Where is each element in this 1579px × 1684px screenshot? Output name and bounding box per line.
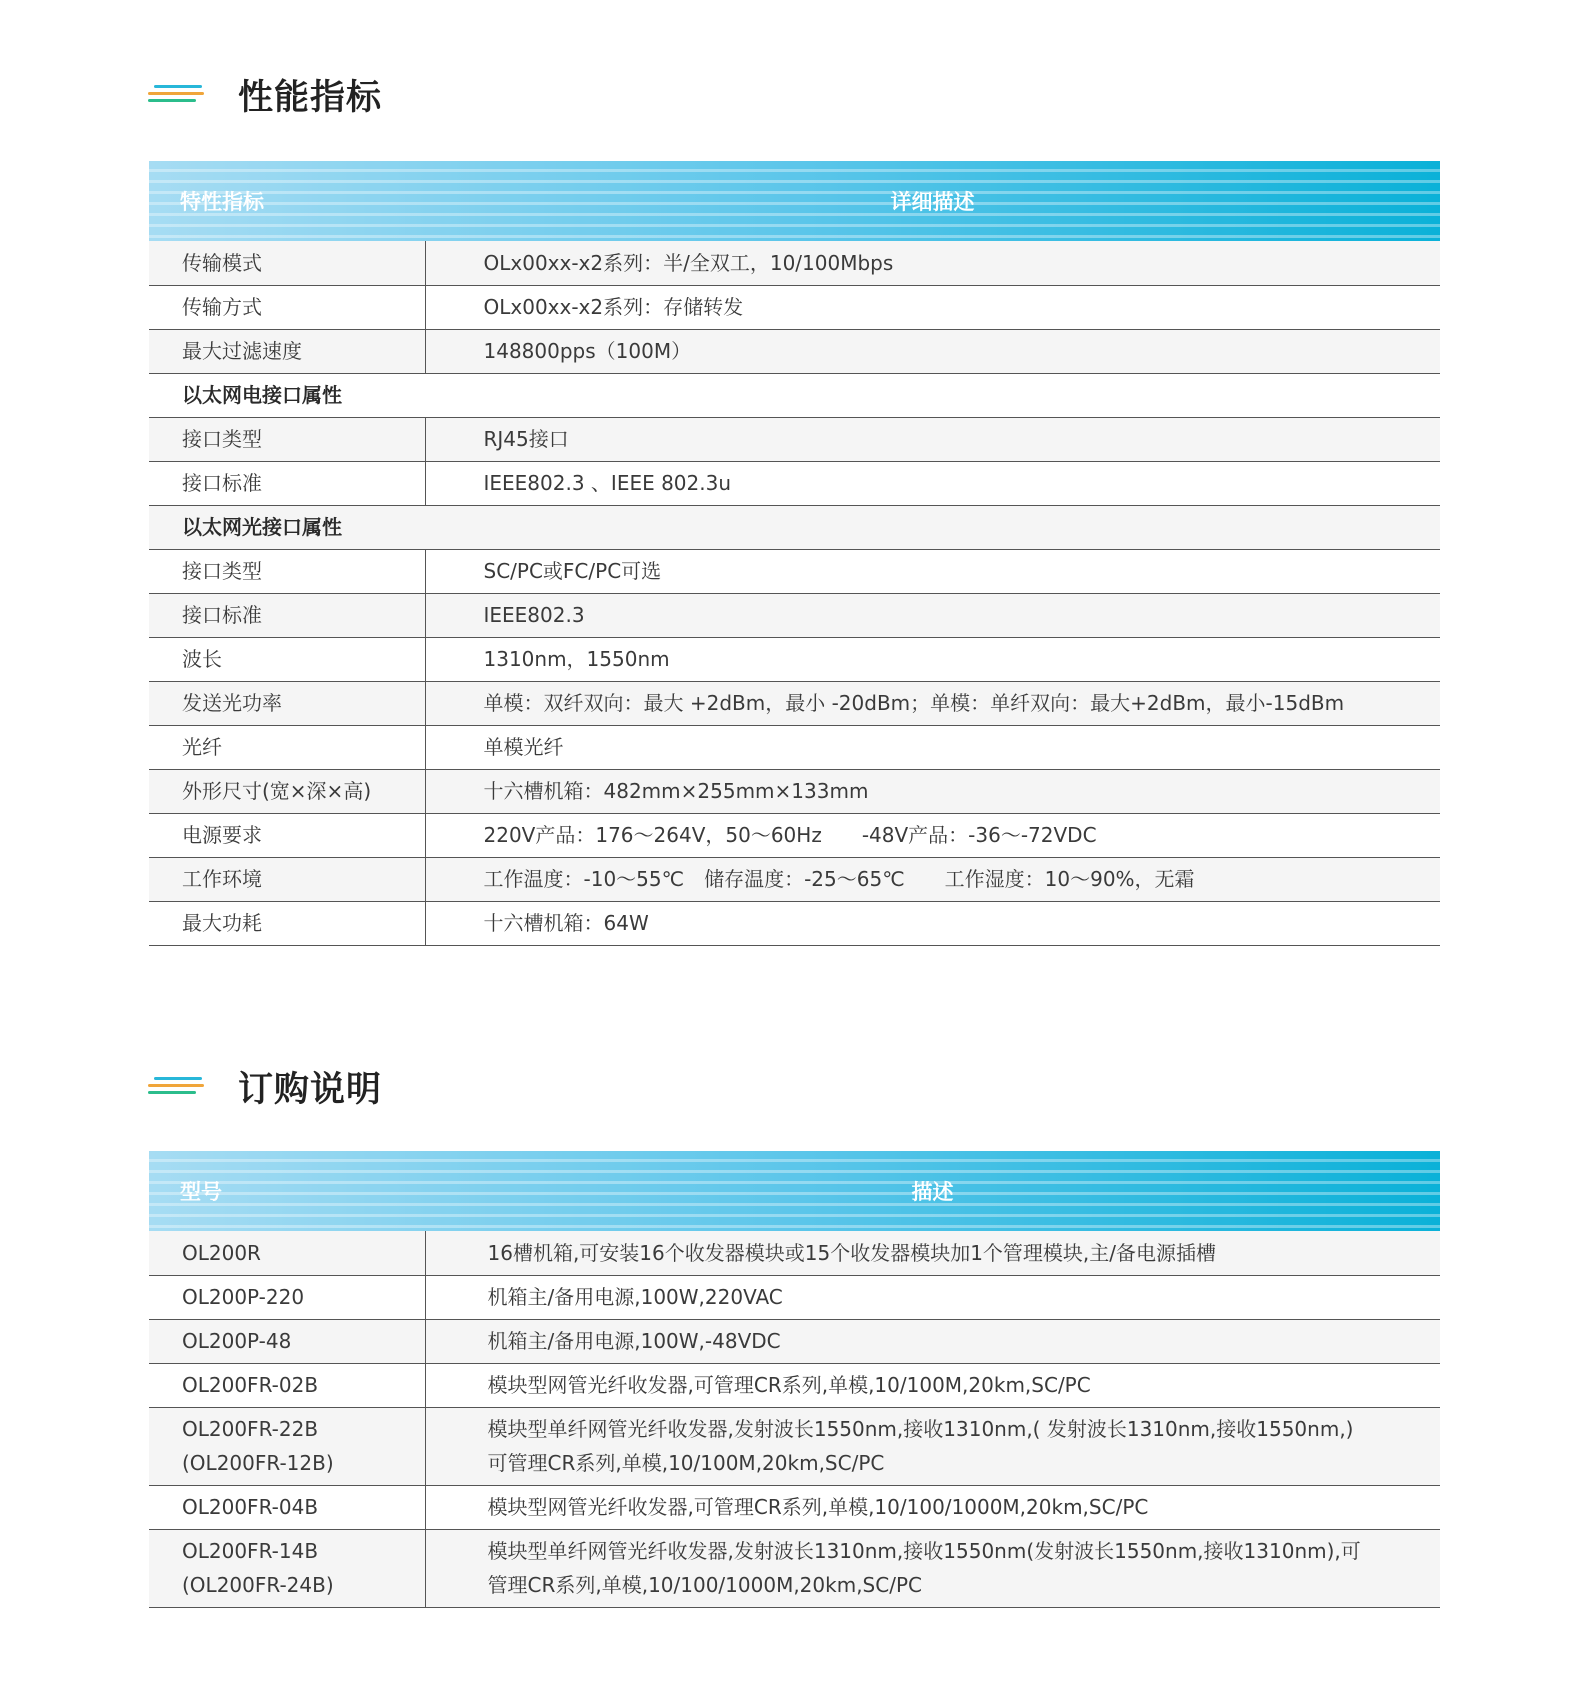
table-row [149, 725, 1440, 769]
row-key: 电源要求 [149, 813, 425, 857]
row-key: 外形尺寸(宽×深×高) [149, 769, 425, 813]
ordering-table [149, 1151, 1440, 1608]
row-value: IEEE802.3 、IEEE 802.3u [425, 461, 1440, 505]
row-key: 最大功耗 [149, 901, 425, 945]
row-key [149, 1407, 425, 1485]
row-value: 十六槽机箱：482mm×255mm×133mm [425, 769, 1440, 813]
table-row [149, 417, 1440, 461]
row-value: 模块型网管光纤收发器,可管理CR系列,单模,10/100M,20km,SC/PC [425, 1363, 1440, 1407]
row-value [425, 1407, 1440, 1485]
row-value-line: 管理CR系列,单模,10/100/1000M,20km,SC/PC [487, 1573, 922, 1597]
row-value: RJ45接口 [425, 417, 1440, 461]
row-key: 发送光功率 [149, 681, 425, 725]
table-row [149, 1407, 1440, 1485]
group-row [149, 505, 1440, 549]
row-key: 波长 [149, 637, 425, 681]
table-row [149, 637, 1440, 681]
table-row [149, 1319, 1440, 1363]
row-key: 工作环境 [149, 857, 425, 901]
row-value: 220V产品：176～264V，50～60Hz -48V产品：-36～-72VDC [425, 813, 1440, 857]
row-key-line: (OL200FR-12B) [182, 1451, 334, 1475]
group-label: 以太网光接口属性 [149, 505, 1440, 549]
row-key: 传输方式 [149, 285, 425, 329]
row-key: 接口标准 [149, 461, 425, 505]
section-lines-icon [148, 82, 208, 108]
row-value [425, 1529, 1440, 1607]
row-value: 单模：双纤双向：最大 +2dBm，最小 -20dBm；单模：单纤双向：最大+2dBm，最小-15dBm [425, 681, 1440, 725]
table-row [149, 1363, 1440, 1407]
table-row [149, 1529, 1440, 1607]
section-header-ordering [148, 1062, 382, 1112]
table-row [149, 329, 1440, 373]
table-header-row [149, 161, 1440, 241]
group-label: 以太网电接口属性 [149, 373, 1440, 417]
row-value: OLx00xx-x2系列：存储转发 [425, 285, 1440, 329]
row-value: 工作温度：-10～55℃ 储存温度：-25～65℃ 工作湿度：10～90%，无霜 [425, 857, 1440, 901]
row-key: 接口类型 [149, 549, 425, 593]
section-header-performance [148, 70, 382, 120]
row-value: SC/PC或FC/PC可选 [425, 549, 1440, 593]
row-key [149, 1529, 425, 1607]
row-key: 传输模式 [149, 241, 425, 285]
row-key: OL200FR-04B [149, 1485, 425, 1529]
row-value: 单模光纤 [425, 725, 1440, 769]
performance-table [149, 161, 1440, 946]
table-row [149, 549, 1440, 593]
row-key-line: (OL200FR-24B) [182, 1573, 334, 1597]
row-value: 机箱主/备用电源,100W,-48VDC [425, 1319, 1440, 1363]
table-row [149, 241, 1440, 285]
header-feature: 特性指标 [180, 190, 264, 214]
row-value: 16槽机箱,可安装16个收发器模块或15个收发器模块加1个管理模块,主/备电源插槽 [425, 1231, 1440, 1275]
section-lines-icon [148, 1074, 208, 1100]
row-value: 机箱主/备用电源,100W,220VAC [425, 1275, 1440, 1319]
table-row [149, 285, 1440, 329]
row-key: OL200FR-02B [149, 1363, 425, 1407]
row-value: 1310nm，1550nm [425, 637, 1440, 681]
section-title: 订购说明 [238, 1070, 383, 1110]
header-model: 型号 [180, 1180, 222, 1204]
row-value: OLx00xx-x2系列：半/全双工，10/100Mbps [425, 241, 1440, 285]
row-key-line: OL200FR-14B [182, 1539, 319, 1563]
header-description: 详细描述 [890, 190, 975, 214]
table-row [149, 681, 1440, 725]
table-row [149, 1485, 1440, 1529]
table-row [149, 901, 1440, 945]
table-row [149, 1275, 1440, 1319]
row-value: IEEE802.3 [425, 593, 1440, 637]
row-value-line: 可管理CR系列,单模,10/100M,20km,SC/PC [487, 1451, 885, 1475]
row-key: 最大过滤速度 [149, 329, 425, 373]
header-description: 描述 [911, 1180, 954, 1204]
row-key: 接口标准 [149, 593, 425, 637]
group-row [149, 373, 1440, 417]
table-row [149, 769, 1440, 813]
table-row [149, 593, 1440, 637]
table-row [149, 813, 1440, 857]
row-key: OL200R [149, 1231, 425, 1275]
row-key: 光纤 [149, 725, 425, 769]
table-row [149, 857, 1440, 901]
table-row [149, 461, 1440, 505]
table-header-row [149, 1151, 1440, 1231]
row-key: OL200P-220 [149, 1275, 425, 1319]
section-title: 性能指标 [238, 78, 383, 118]
row-key: 接口类型 [149, 417, 425, 461]
row-value: 148800pps（100M） [425, 329, 1440, 373]
row-value: 模块型网管光纤收发器,可管理CR系列,单模,10/100/1000M,20km,SC/PC [425, 1485, 1440, 1529]
row-key-line: OL200FR-22B [182, 1417, 319, 1441]
row-value: 十六槽机箱：64W [425, 901, 1440, 945]
row-value-line: 模块型单纤网管光纤收发器,发射波长1310nm,接收1550nm(发射波长1550nm,接收1310nm),可 [487, 1539, 1361, 1563]
row-key: OL200P-48 [149, 1319, 425, 1363]
row-value-line: 模块型单纤网管光纤收发器,发射波长1550nm,接收1310nm,( 发射波长1310nm,接收1550nm,) [487, 1417, 1354, 1441]
table-row [149, 1231, 1440, 1275]
